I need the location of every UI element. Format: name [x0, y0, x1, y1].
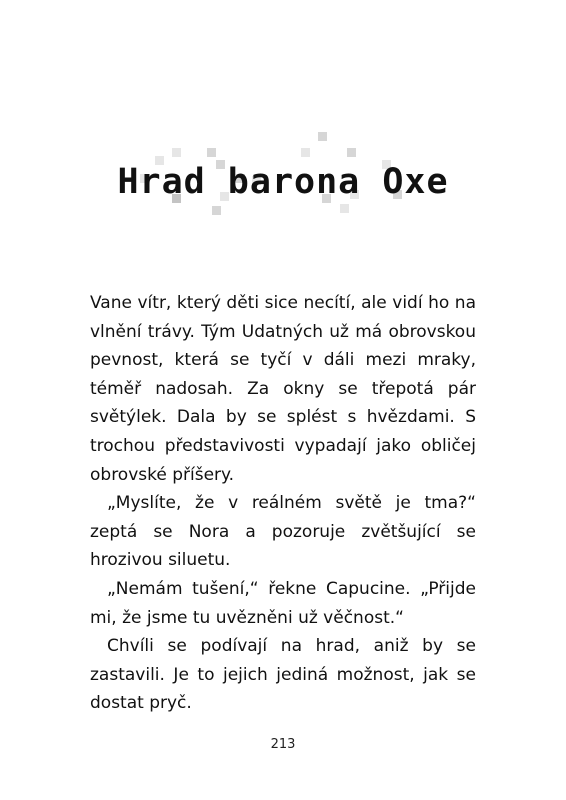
pixel-decoration: [340, 204, 349, 213]
pixel-decoration: [318, 132, 327, 141]
chapter-body: [90, 289, 476, 718]
paragraph: „Nemám tušení,“ řekne Capucine. „Přijde mi, že jsme tu uvězněni už věčnost.“: [90, 578, 476, 628]
paragraph: „Myslíte, že v reálném světě je tma?“ zeptá se Nora a pozoruje zvětšující se hrozivou siluetu.: [90, 493, 476, 571]
pixel-decoration: [212, 206, 221, 215]
chapter-header: [0, 130, 566, 230]
page-number: 213: [270, 737, 296, 752]
pixel-decoration: [347, 148, 356, 157]
pixel-decoration: [207, 148, 216, 157]
paragraph: Vane vítr, který děti sice necítí, ale vidí ho na vlnění trávy. Tým Udatných už má obrovskou pevnost, která se tyčí v dáli mezi mraky, téměř nadosah. Za okny se třepotá pár světýlek. Dala by se splést s hvězdami. S trochou představivosti vypadají jako obličej obrovské příšery.: [90, 293, 476, 485]
paragraph: Chvíli se podívají na hrad, aniž by se zastavili. Je to jejich jediná možnost, jak se dostat pryč.: [90, 636, 476, 714]
pixel-decoration: [172, 148, 181, 157]
pixel-decoration: [301, 148, 310, 157]
chapter-title: Hrad barona Oxe: [117, 162, 449, 202]
